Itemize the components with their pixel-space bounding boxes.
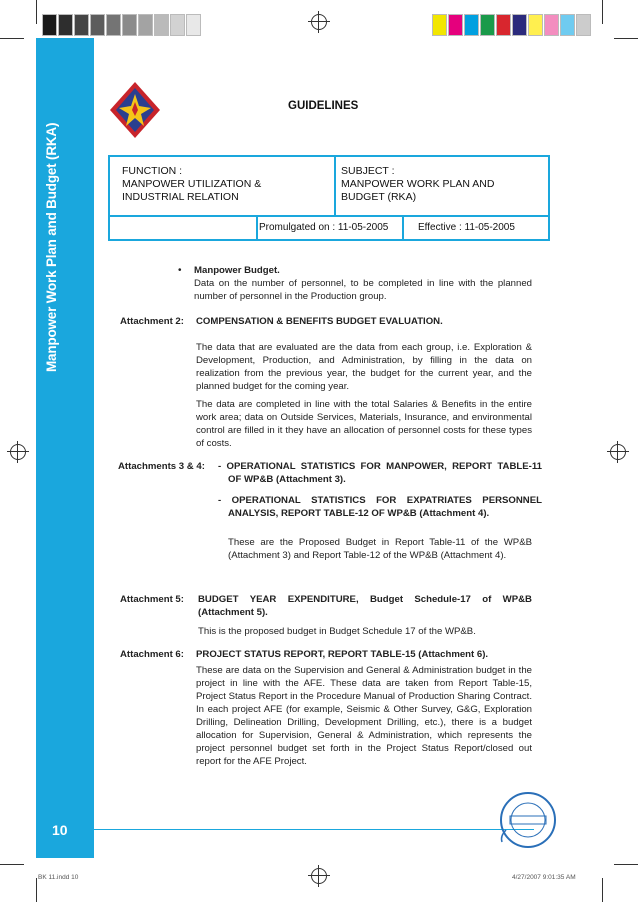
page-number: 10: [52, 822, 68, 838]
color-swatch: [74, 14, 89, 36]
bullet-text: Data on the number of personnel, to be completed in line with the planned number of personnel in the Production group.: [194, 278, 532, 302]
attachment-5-label: Attachment 5:: [120, 594, 184, 605]
crop-mark: [602, 0, 603, 24]
color-swatch: [464, 14, 479, 36]
attachment-3-title: - OPERATIONAL STATISTICS FOR MANPOWER, REPORT TABLE-11 OF WP&B (Attachment 3).: [218, 461, 542, 485]
attachment-4-title: - OPERATIONAL STATISTICS FOR EXPATRIATES PERSONNEL ANALYSIS, REPORT TABLE-12 OF WP&B (Attachment 4).: [218, 495, 542, 519]
crop-mark: [0, 864, 24, 865]
registration-mark-icon: [610, 444, 626, 460]
color-swatch: [512, 14, 527, 36]
color-swatch: [576, 14, 591, 36]
crop-mark: [36, 0, 37, 24]
attachment-2-paragraph: The data that are evaluated are the data from each group, i.e. Exploration & Development, Production, and Administration, by filling in the data on realization from the previous year, the budget for the current year, and the planned budget for the coming year.: [196, 342, 532, 392]
color-swatch: [122, 14, 137, 36]
crop-mark: [0, 38, 24, 39]
color-swatch: [448, 14, 463, 36]
color-swatch: [544, 14, 559, 36]
attachment-6-title: PROJECT STATUS REPORT, REPORT TABLE-15 (Attachment 6).: [196, 649, 489, 660]
bullet-title: Manpower Budget.: [194, 265, 280, 276]
color-swatch: [186, 14, 201, 36]
color-swatch: [432, 14, 447, 36]
attachment-2-paragraph: The data are completed in line with the total Salaries & Benefits in the entire work area; data on Outside Services, Materials, Insurance, and environmental control are filled in it they have an allocation of personnel costs for these types of costs.: [196, 399, 532, 449]
attachment-2-title: COMPENSATION & BENEFITS BUDGET EVALUATION.: [196, 316, 443, 327]
color-swatch: [42, 14, 57, 36]
color-swatch: [480, 14, 495, 36]
color-swatch: [528, 14, 543, 36]
attachment-5-title: BUDGET YEAR EXPENDITURE, Budget Schedule-17 of WP&B (Attachment 5).: [198, 594, 532, 618]
company-logo-icon: [108, 80, 162, 140]
file-slug: BK 11.indd 10: [38, 874, 79, 881]
crop-mark: [614, 38, 638, 39]
attachment-6-label: Attachment 6:: [120, 649, 184, 660]
crop-mark: [602, 878, 603, 902]
color-swatch: [138, 14, 153, 36]
header-divider: [256, 217, 258, 239]
subject-value: MANPOWER WORK PLAN AND BUDGET (RKA): [341, 178, 495, 203]
color-swatch: [170, 14, 185, 36]
attachments-3-4-label: Attachments 3 & 4:: [118, 461, 205, 472]
color-swatch: [496, 14, 511, 36]
color-swatch: [90, 14, 105, 36]
registration-mark-icon: [10, 444, 26, 460]
approval-stamp-icon: [498, 790, 558, 850]
header-divider: [108, 215, 550, 217]
attachment-2-label: Attachment 2:: [120, 316, 184, 327]
color-swatch: [106, 14, 121, 36]
page-title: GUIDELINES: [288, 100, 359, 112]
effective-date: Effective : 11-05-2005: [418, 222, 515, 233]
promulgated-date: Promulgated on : 11-05-2005: [259, 222, 389, 233]
crop-mark: [614, 864, 638, 865]
timestamp-slug: 4/27/2007 9:01:35 AM: [512, 874, 576, 881]
color-swatch: [154, 14, 169, 36]
attachment-6-text: These are data on the Supervision and General & Administration budget in the project in line with the AFE. These data are taken from Report Table-15, Project Status Report in the Procedure Manual of Production Sharing Contract. In each project AFE (for example, Seismic & Other Survey, G&G, Exploration Drilling, Delineation Drilling, Development Drilling, etc.), there is a budget allocation for Supervision, General & Administration, which represents the project personnel budget set forth in the Project Status Report/closed out report for the AFE Project.: [196, 665, 532, 767]
subject-label: SUBJECT :: [341, 165, 395, 177]
color-swatch: [560, 14, 575, 36]
attachments-3-4-text: These are the Proposed Budget in Report Table-11 of the WP&B (Attachment 3) and Report Table-12 of the WP&B (Attachment 4).: [228, 537, 532, 561]
sidebar-title: Manpower Work Plan and Budget (RKA): [44, 122, 59, 372]
registration-mark-icon: [311, 868, 327, 884]
header-divider: [402, 217, 404, 239]
attachment-5-text: This is the proposed budget in Budget Schedule 17 of the WP&B.: [198, 626, 476, 637]
bullet-icon: •: [178, 265, 182, 276]
color-swatch: [58, 14, 73, 36]
registration-mark-icon: [311, 14, 327, 30]
header-divider: [334, 155, 336, 215]
footer-rule: [94, 829, 534, 830]
crop-mark: [36, 878, 37, 902]
function-value: MANPOWER UTILIZATION & INDUSTRIAL RELATION: [122, 178, 262, 203]
function-label: FUNCTION :: [122, 165, 183, 177]
